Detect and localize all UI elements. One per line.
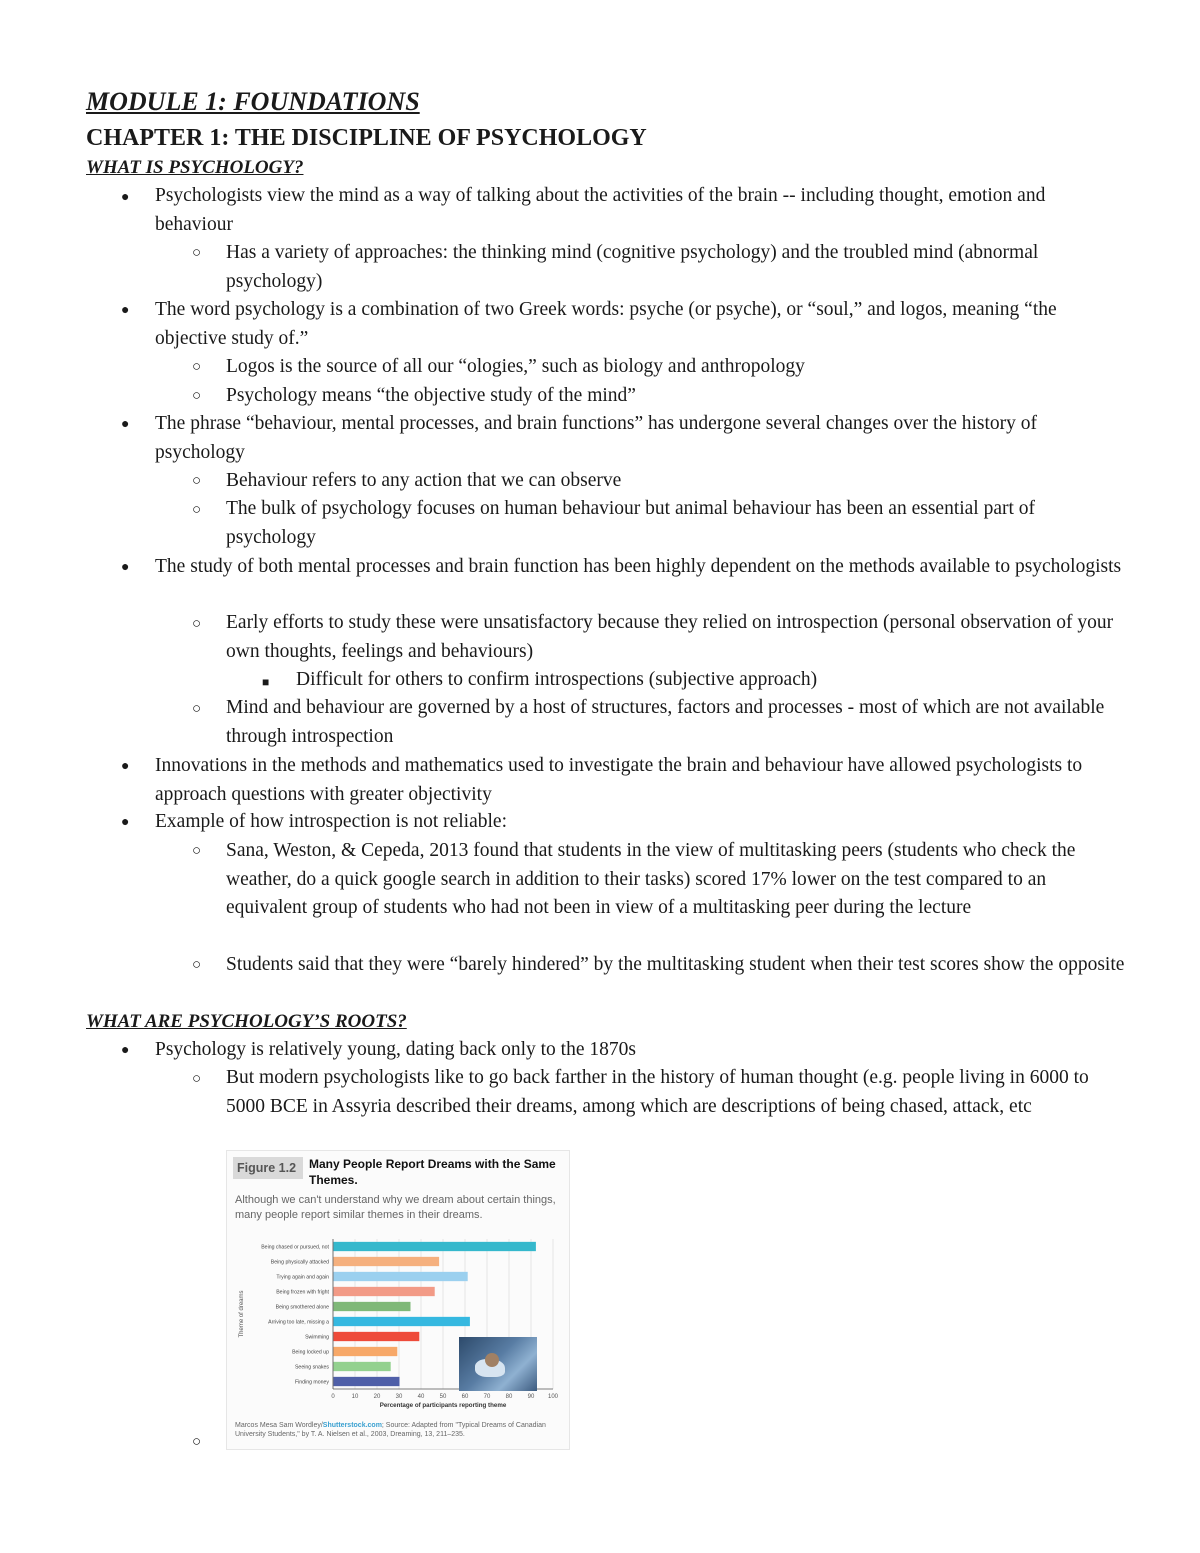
figure-title: Many People Report Dreams with the Same Themes.: [309, 1157, 556, 1187]
bullet-disc-icon: ●: [121, 190, 130, 205]
bullet-circle-icon: ○: [192, 701, 202, 717]
figure-dream-themes: [226, 1150, 570, 1450]
category-label: Being frozen with fright: [276, 1289, 329, 1296]
list-item: Sana, Weston, & Cepeda, 2013 found that students in the view of multitasking peers (students who check the weather, do a quick google search in addition to their tasks) scored 17% lower on the test compared to an equivalent group of students who had not been in view of a multitasking peer during the lecture: [226, 840, 1076, 918]
list-item: Psychologists view the mind as a way of talking about the activities of the brain -- including thought, emotion and behaviour: [155, 185, 1046, 235]
list-item: Psychology means “the objective study of the mind”: [226, 385, 636, 406]
list-item: Example of how introspection is not reliable:: [155, 811, 507, 832]
bullet-circle-icon: ○: [192, 843, 202, 859]
credit-rest: ; Source: Adapted from "Typical Dreams of Canadian University Students," by T. A. Nielsen et al., 2003, Dreaming, 13, 211–235.: [235, 1422, 546, 1438]
category-label: Being chased or pursued, not: [261, 1244, 329, 1251]
list-item: Psychology is relatively young, dating back only to the 1870s: [155, 1039, 636, 1060]
bullet-circle-icon: ○: [192, 388, 202, 404]
x-tick-label: 90: [527, 1394, 535, 1400]
list-item: The word psychology is a combination of two Greek words: psyche (or psyche), or “soul,” and logos, meaning “the objective study of.”: [155, 299, 1057, 349]
bullet-disc-icon: ●: [121, 1043, 130, 1058]
module-title: MODULE 1: FOUNDATIONS: [86, 87, 420, 116]
bullet-disc-icon: ●: [121, 560, 130, 575]
list-item: Has a variety of approaches: the thinking mind (cognitive psychology) and the troubled mind (abnormal psychology): [226, 242, 1039, 292]
bar: [334, 1347, 398, 1356]
sleeping-person-photo: [459, 1337, 537, 1391]
category-label: Being physically attacked: [270, 1259, 329, 1266]
bar: [334, 1242, 536, 1251]
list-item: But modern psychologists like to go back farther in the history of human thought (e.g. people living in 6000 to 5000 BCE in Assyria described their dreams, among which are descriptions of being chased, attack, etc: [226, 1067, 1089, 1117]
list-item: Logos is the source of all our “ologies,” such as biology and anthropology: [226, 356, 805, 377]
bullet-circle-icon: ○: [192, 616, 202, 632]
x-tick-label: 50: [439, 1394, 447, 1400]
bullet-circle-icon: ○: [192, 502, 202, 518]
bar: [334, 1362, 391, 1371]
category-label: Seeing snakes: [294, 1364, 329, 1371]
credit-prefix: Marcos Mesa Sam Wordley/: [235, 1422, 323, 1429]
x-tick-label: 80: [505, 1394, 513, 1400]
x-tick-label: 0: [331, 1394, 335, 1400]
bullet-disc-icon: ●: [121, 303, 130, 318]
list-item: The phrase “behaviour, mental processes, and brain functions” has undergone several changes over the history of psychology: [155, 413, 1038, 463]
x-tick-label: 70: [483, 1394, 491, 1400]
bullet-circle-icon: ○: [192, 245, 202, 261]
list-item: Innovations in the methods and mathematics used to investigate the brain and behaviour have allowed psychologists to approach questions with greater objectivity: [155, 755, 1083, 805]
figure-number: Figure 1.2: [233, 1157, 303, 1179]
list-item: Difficult for others to confirm introspections (subjective approach): [296, 669, 818, 690]
category-label: Being locked up: [292, 1349, 329, 1356]
x-tick-label: 100: [547, 1394, 559, 1400]
bar: [334, 1332, 420, 1341]
bullet-circle-icon: ○: [192, 359, 202, 375]
x-tick-label: 60: [461, 1394, 469, 1400]
x-tick-label: 30: [395, 1394, 403, 1400]
head-shape: [485, 1353, 499, 1367]
x-tick-label: 20: [373, 1394, 381, 1400]
bullet-circle-icon: ○: [192, 957, 202, 973]
bullet-disc-icon: ●: [121, 759, 130, 774]
y-axis-title: Theme of dreams: [239, 1290, 245, 1338]
category-label: Arriving too late, missing a: [268, 1319, 329, 1326]
bar: [334, 1287, 435, 1296]
section-heading-what-is-psychology: WHAT IS PSYCHOLOGY?: [86, 157, 304, 178]
bullet-circle-icon: ○: [192, 1071, 202, 1087]
list-item: Mind and behaviour are governed by a host of structures, factors and processes - most of which are not available through introspection: [226, 697, 1105, 747]
bar: [334, 1302, 411, 1311]
list-item: Behaviour refers to any action that we can observe: [226, 470, 622, 491]
category-label: Being smothered alone: [275, 1304, 329, 1311]
section-heading-psychology-roots: WHAT ARE PSYCHOLOGY’S ROOTS?: [86, 1011, 407, 1032]
x-tick-label: 10: [351, 1394, 359, 1400]
figure-description: Although we can't understand why we dream about certain things, many people report similar themes in their dreams.: [235, 1194, 556, 1221]
x-tick-label: 40: [417, 1394, 425, 1400]
x-axis-title: Percentage of participants reporting theme: [379, 1402, 507, 1409]
category-label: Swimming: [305, 1334, 329, 1341]
bullet-circle-icon: ○: [192, 473, 202, 489]
bullet-disc-icon: ●: [121, 815, 130, 830]
bullet-square-icon: ■: [262, 675, 270, 689]
category-label: Finding money: [294, 1379, 329, 1386]
bar: [334, 1257, 440, 1266]
chapter-title: CHAPTER 1: THE DISCIPLINE OF PSYCHOLOGY: [86, 125, 647, 151]
list-item: Students said that they were “barely hindered” by the multitasking student when their test scores show the opposite: [226, 954, 1125, 975]
figure-credit: [235, 1421, 565, 1439]
bullet-circle-icon: ○: [192, 1434, 202, 1450]
bullet-disc-icon: ●: [121, 417, 130, 432]
bar: [334, 1317, 470, 1326]
list-item: The study of both mental processes and brain function has been highly dependent on the methods available to psychologists: [155, 556, 1122, 577]
bar: [334, 1272, 468, 1281]
credit-source: Shutterstock.com: [322, 1422, 382, 1429]
category-label: Trying again and again: [276, 1274, 329, 1281]
list-item: The bulk of psychology focuses on human behaviour but animal behaviour has been an essential part of psychology: [226, 498, 1036, 548]
bar: [334, 1377, 400, 1386]
list-item: Early efforts to study these were unsatisfactory because they relied on introspection (personal observation of your own thoughts, feelings and behaviours): [226, 612, 1114, 662]
